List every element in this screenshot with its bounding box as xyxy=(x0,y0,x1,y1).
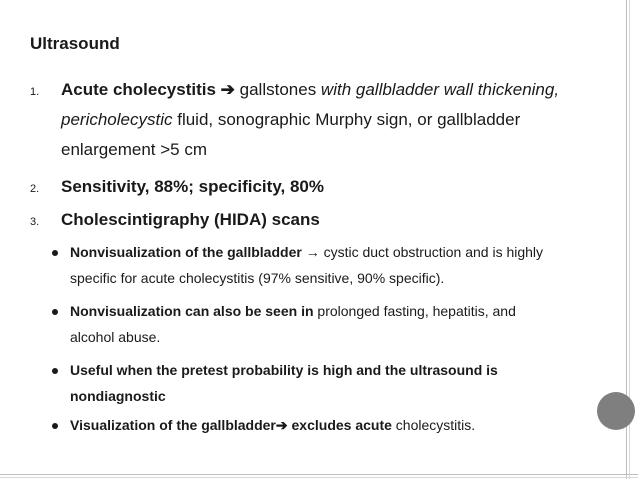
item-1-line-2-normal: fluid, sonographic Murphy sign, or gallbladder xyxy=(172,110,521,129)
bullet-3-line-1: Useful when the pretest probability is high and the ultrasound is xyxy=(70,362,498,378)
item-number-2: 2. xyxy=(30,183,40,195)
arrow-icon: ➔ xyxy=(275,417,288,433)
arrow-icon: ➔ xyxy=(220,80,235,99)
bullet-dot-icon xyxy=(52,368,58,374)
slide-heading: Ultrasound xyxy=(30,34,120,53)
bullet-dot-icon xyxy=(52,423,58,429)
item-1-line-1 xyxy=(61,80,559,100)
bullet-3-line-2: nondiagnostic xyxy=(70,388,166,404)
item-2-text: Sensitivity, 88%; specificity, 80% xyxy=(61,177,324,196)
item-number-1: 1. xyxy=(30,86,40,98)
bullet-dot-icon xyxy=(52,250,58,256)
bullet-1-line-1 xyxy=(70,244,543,260)
slide-frame-bottom-outer xyxy=(0,477,638,478)
bullet-2-bold: Nonvisualization can also be seen in xyxy=(70,303,314,319)
bullet-dot-icon xyxy=(52,309,58,315)
item-1-bold: Acute cholecystitis xyxy=(61,80,221,99)
item-number-3: 3. xyxy=(30,216,40,228)
item-1-line-2-italic: pericholecystic xyxy=(61,110,173,129)
bullet-4-bold-2: excludes acute xyxy=(287,417,392,433)
item-3-text: Cholescintigraphy (HIDA) scans xyxy=(61,210,320,229)
bullet-1-line-2: specific for acute cholecystitis (97% sensitive, 90% specific). xyxy=(70,270,445,286)
bullet-4-line-1 xyxy=(70,417,475,434)
slide-frame-bottom xyxy=(0,474,638,475)
bullet-4-normal: cholecystitis. xyxy=(391,417,476,433)
bullet-1-normal: cystic duct obstruction and is highly xyxy=(323,244,544,260)
item-1-line-3: enlargement >5 cm xyxy=(61,140,207,159)
item-1-line-2 xyxy=(61,110,520,130)
bullet-2-line-1 xyxy=(70,303,516,319)
item-1-italic: with gallbladder wall thickening, xyxy=(320,80,560,99)
bullet-2-line-2: alcohol abuse. xyxy=(70,329,161,345)
bullet-4-bold: Visualization of the gallbladder xyxy=(70,417,276,433)
decorative-circle xyxy=(597,392,635,430)
arrow-icon: → xyxy=(301,244,324,260)
item-1-normal: gallstones xyxy=(234,80,321,99)
bullet-1-bold: Nonvisualization of the gallbladder xyxy=(70,244,302,260)
bullet-2-normal: prolonged fasting, hepatitis, and xyxy=(313,303,516,319)
